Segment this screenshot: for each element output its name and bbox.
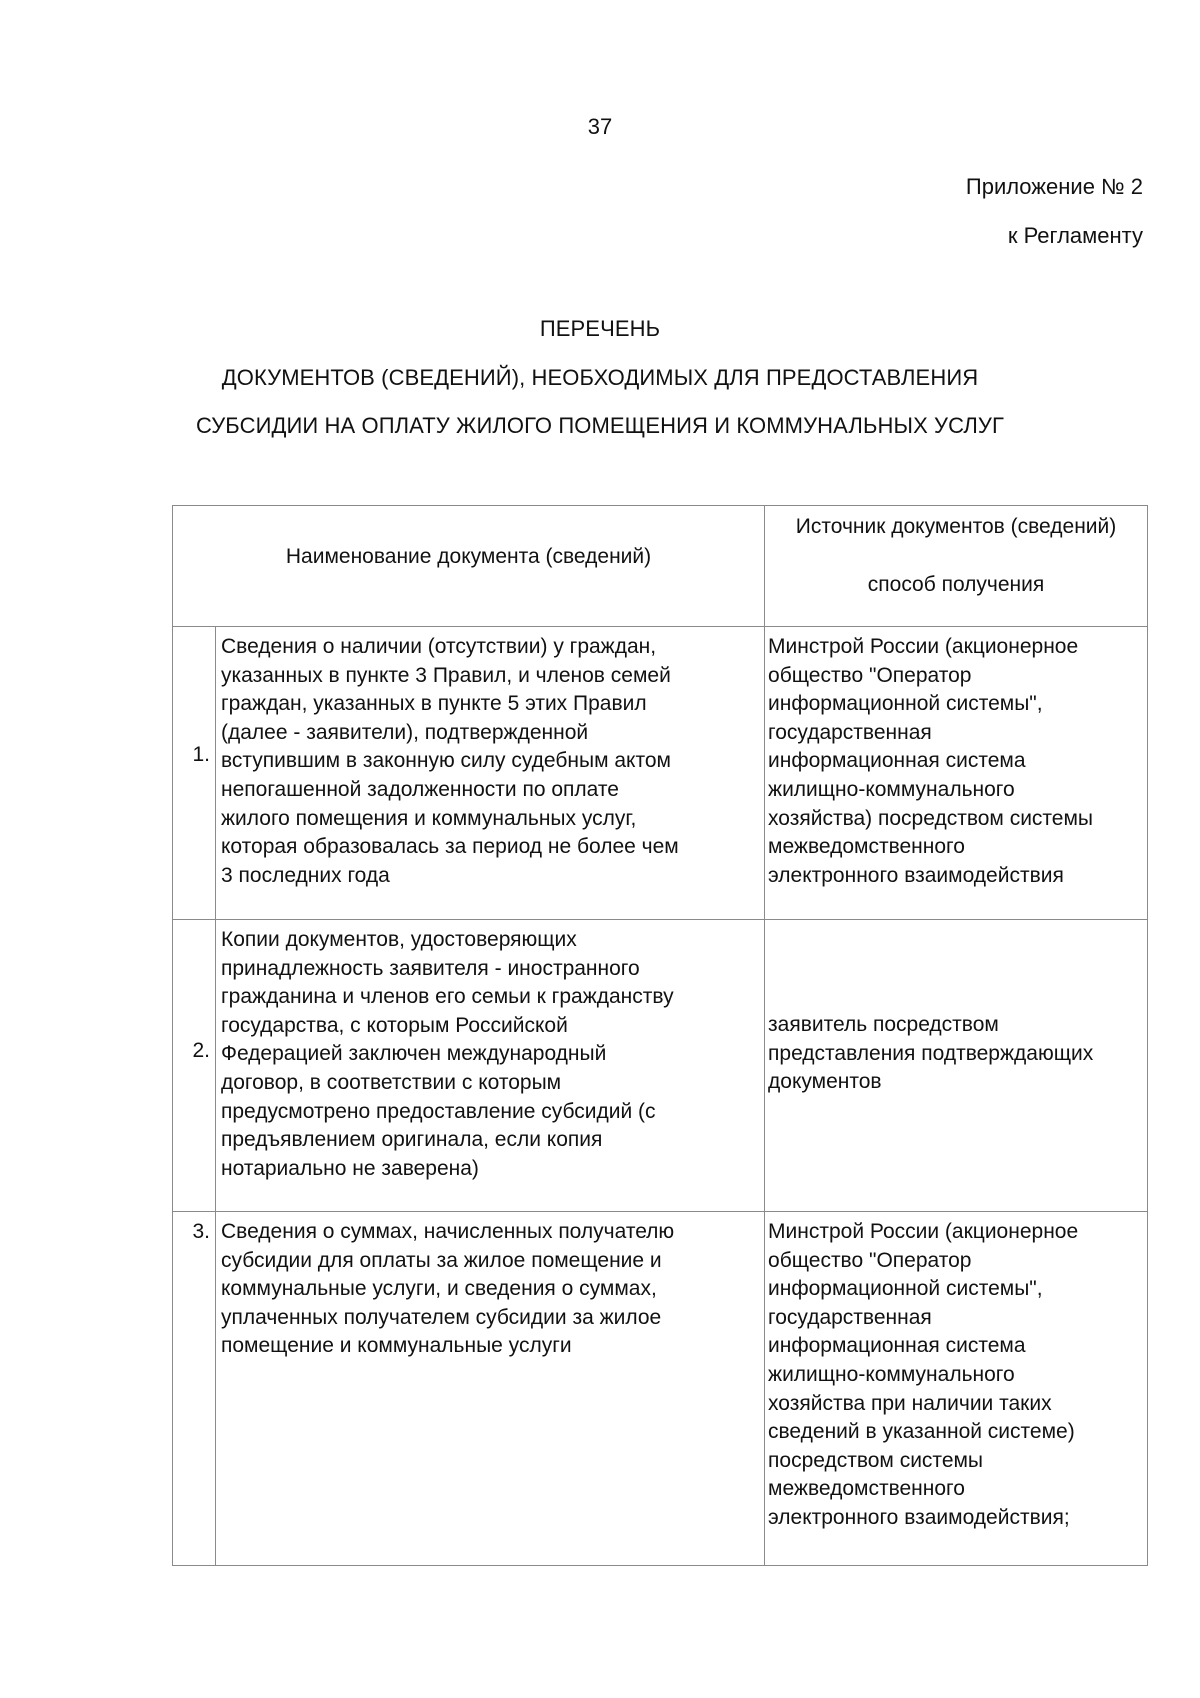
document-name-cell xyxy=(216,1212,765,1566)
source-cell xyxy=(765,627,1148,920)
header-document-name-text: Наименование документа (сведений) xyxy=(285,544,652,568)
row-number: 3. xyxy=(192,1220,210,1243)
document-source: Минстрой России (акционерное общество "Оператор информационной системы", государственная информационная система жилищно-коммунального хозяйства при наличии таких сведений в указанной системе) посредством системы межведомственного электронного взаимодействия; xyxy=(768,1220,1079,1529)
table-row xyxy=(173,627,1148,920)
document-name: Сведения о наличии (отсутствии) у граждан, указанных в пункте 3 Правил, и членов семей граждан, указанных в пункте 5 этих Правил (далее - заявители), подтвержденной вступившим в законную силу судебным актом непогашенной задолженности по оплате жилого помещения и коммунальных услуг, которая образовалась за период не более чем 3 последних года xyxy=(221,635,679,887)
header-source-method: способ получения xyxy=(867,572,1045,596)
table-row xyxy=(173,920,1148,1212)
table-row xyxy=(173,1212,1148,1566)
document-name: Копии документов, удостоверяющих принадлежность заявителя - иностранного гражданина и членов его семьи к гражданству государства, с которым Российской Федерацией заключен международный договор, в соответствии с которым предусмотрено предоставление субсидий (с предъявлением оригинала, если копия нотариально не заверена) xyxy=(221,928,674,1180)
documents-table xyxy=(172,505,1148,1566)
header-source-title: Источник документов (сведений) xyxy=(795,515,1117,538)
appendix-label: Приложение № 2 xyxy=(965,174,1143,199)
document-name-cell xyxy=(216,920,765,1212)
header-document-name xyxy=(173,506,765,627)
document-title: ПЕРЕЧЕНЬ xyxy=(539,316,661,341)
row-number-cell xyxy=(173,1212,216,1566)
document-subtitle-line-2: СУБСИДИИ НА ОПЛАТУ ЖИЛОГО ПОМЕЩЕНИЯ И КОММУНАЛЬНЫХ УСЛУГ xyxy=(195,413,1005,438)
document-source: заявитель посредством представления подтверждающих документов xyxy=(768,1013,1094,1094)
header-source xyxy=(765,506,1148,627)
row-number: 1. xyxy=(192,743,210,766)
document-source: Минстрой России (акционерное общество "Оператор информационной системы", государственная информационная система жилищно-коммунального хозяйства) посредством системы межведомственного электронного взаимодействия xyxy=(768,635,1094,887)
row-number-cell xyxy=(173,627,216,920)
document-name: Сведения о суммах, начисленных получателю субсидии для оплаты за жилое помещение и коммунальные услуги, и сведения о суммах, уплаченных получателем субсидии за жилое помещение и коммунальные услуги xyxy=(221,1220,675,1358)
document-name-cell xyxy=(216,627,765,920)
appendix-reference: к Регламенту xyxy=(1007,223,1143,248)
source-cell xyxy=(765,920,1148,1212)
source-cell xyxy=(765,1212,1148,1566)
table-header-row xyxy=(173,506,1148,627)
page-number: 37 xyxy=(587,114,613,139)
row-number: 2. xyxy=(192,1039,210,1062)
document-subtitle-line-1: ДОКУМЕНТОВ (СВЕДЕНИЙ), НЕОБХОДИМЫХ ДЛЯ ПРЕДОСТАВЛЕНИЯ xyxy=(221,365,979,390)
row-number-cell xyxy=(173,920,216,1212)
